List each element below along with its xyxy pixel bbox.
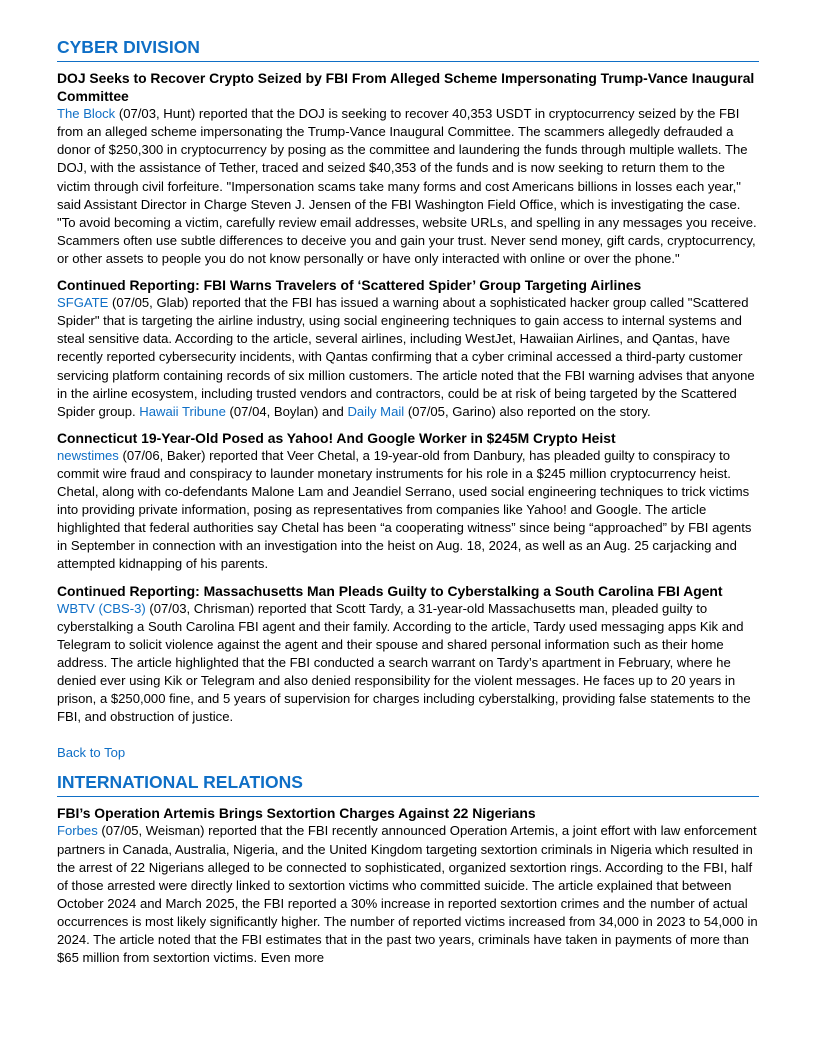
source-link[interactable]: WBTV (CBS-3) [57,600,146,616]
article-body [57,600,759,727]
source-link[interactable]: Forbes [57,823,98,839]
article-text: (07/05, Weisman) reported that the FBI recently announced Operation Artemis, a joint effort with law enforcement partners in Canada, Australia, Nigeria, and the United Kingdom targeting sextortion criminals in Nigeria which resulted in the arrest of 22 Nigerians alleged to be connected to sophisticated, organized sextortion rings. According to the FBI, half of those arrested were directly linked to sextortion victims who committed suicide. The article explained that between October 2024 and March 2025, the FBI reported a 30% increase in reported sextortion crimes and the number of actual occurrences is most likely significantly higher. The number of reported victims increased from 34,000 in 2023 to 54,000 in 2024. The article noted that the FBI estimates that in the past two years, criminals have taken in payments of more than $65 million from sextortion victims. Even more [57,823,758,966]
article-text: (07/05, Glab) reported that the FBI has issued a warning about a sophisticated hacker group called "Scattered Spider" that is targeting the airline industry, using social engineering techniques to gain access to internal systems and steal sensitive data. According to the article, several airlines, including WestJet, Hawaiian Airlines, and Qantas, have recently reported cybersecurity incidents, with Qantas confirming that a cyber criminal accessed a third-party customer servicing platform containing records of six million customers. The article noted that the FBI warning advises that anyone in the airline ecosystem, including trusted vendors and contractors, could be at risk of being targeted by the Scattered Spider group. [57,295,755,419]
article-text: (07/03, Hunt) reported that the DOJ is seeking to recover 40,353 USDT in cryptocurrency seized by the FBI from an alleged scheme impersonating the Trump-Vance Inaugural Committee. The scammers allegedly defrauded a donor of $250,300 in cryptocurrency by posing as the committee and laundering the funds through multiple wallets. The DOJ, with the assistance of Tether, traced and seized $40,353 of the funds and is now seeking to return them to the victim through civil forfeiture. "Impersonation scams take many forms and cost Americans billions in losses each year," said Assistant Director in Charge Steven J. Jensen of the FBI Washington Field Office, which is investigating the case. "To avoid becoming a victim, carefully review email addresses, website URLs, and spelling in any messages you receive. Scammers often use subtle differences to deceive you and gain your trust. Never send money, gift cards, cryptocurrency, or other assets to people you do not know personally or have only interacted with online or over the phone." [57,106,757,266]
article-body [57,105,759,268]
article-text: (07/06, Baker) reported that Veer Chetal, a 19-year-old from Danbury, has pleaded guilty to conspiracy to commit wire fraud and conspiracy to launder monetary instruments for his role in a $245 million cryptocurrency heist. Chetal, along with co-defendants Malone Lam and Jeandiel Serrano, used social engineering techniques to trick victims into providing private information, posing as representatives from companies like Yahoo! and Google. The article highlighted that federal authorities say Chetal has been “a cooperating witness” since being “approached” by FBI agents in September in connection with an investigation into the heist on Aug. 18, 2024, as well as an Aug. 25 carjacking and attempted kidnapping of his parents. [57,447,752,572]
article-headline: Continued Reporting: Massachusetts Man Pleads Guilty to Cyberstalking a South Carolina FBI Agent [57,582,723,599]
article [57,804,759,967]
article-text: (07/04, Boylan) and [225,403,348,419]
article-body [57,822,759,967]
article [57,429,759,574]
article-text: (07/03, Chrisman) reported that Scott Tardy, a 31-year-old Massachusetts man, pleaded guilty to cyberstalking a South Carolina FBI agent and their family. According to the article, Tardy used messaging apps Kik and Telegram to solicit violence against the agent and their spouse and shared personal information such as their home address. The article highlighted that the FBI conducted a search warrant on Tardy’s apartment in February, where he denied ever using Kik or Telegram and also denied responsibility for the violent messages. He faces up to 20 years in prison, a $250,000 fine, and 5 years of supervision for charges including cyberstalking, providing false statements to the FBI, and obstruction of justice. [57,600,751,725]
article-headline: DOJ Seeks to Recover Crypto Seized by FBI From Alleged Scheme Impersonating Trump-Vance Inaugural Committee [57,70,755,105]
article-headline: Continued Reporting: FBI Warns Travelers of ‘Scattered Spider’ Group Targeting Airlines [57,277,642,294]
article-headline: Connecticut 19-Year-Old Posed as Yahoo! And Google Worker in $245M Crypto Heist [57,429,616,446]
source-link[interactable]: newstimes [57,447,119,463]
source-link[interactable]: Daily Mail [347,403,405,419]
newsletter-page [57,34,759,975]
back-to-top-link[interactable]: Back to Top [57,745,126,761]
article-body [57,294,759,421]
article [57,69,759,268]
source-link[interactable]: Hawaii Tribune [139,403,226,419]
section-international-relations [57,769,759,967]
article [57,276,759,421]
article-body [57,447,759,574]
article-headline: FBI’s Operation Artemis Brings Sextortion Charges Against 22 Nigerians [57,805,536,822]
article [57,582,759,727]
section-cyber-division [57,34,759,762]
section-title: CYBER DIVISION [57,34,759,62]
source-link[interactable]: The Block [57,106,116,122]
article-text: (07/05, Garino) also reported on the story. [404,403,651,419]
source-link[interactable]: SFGATE [57,295,109,311]
section-title: INTERNATIONAL RELATIONS [57,769,759,797]
